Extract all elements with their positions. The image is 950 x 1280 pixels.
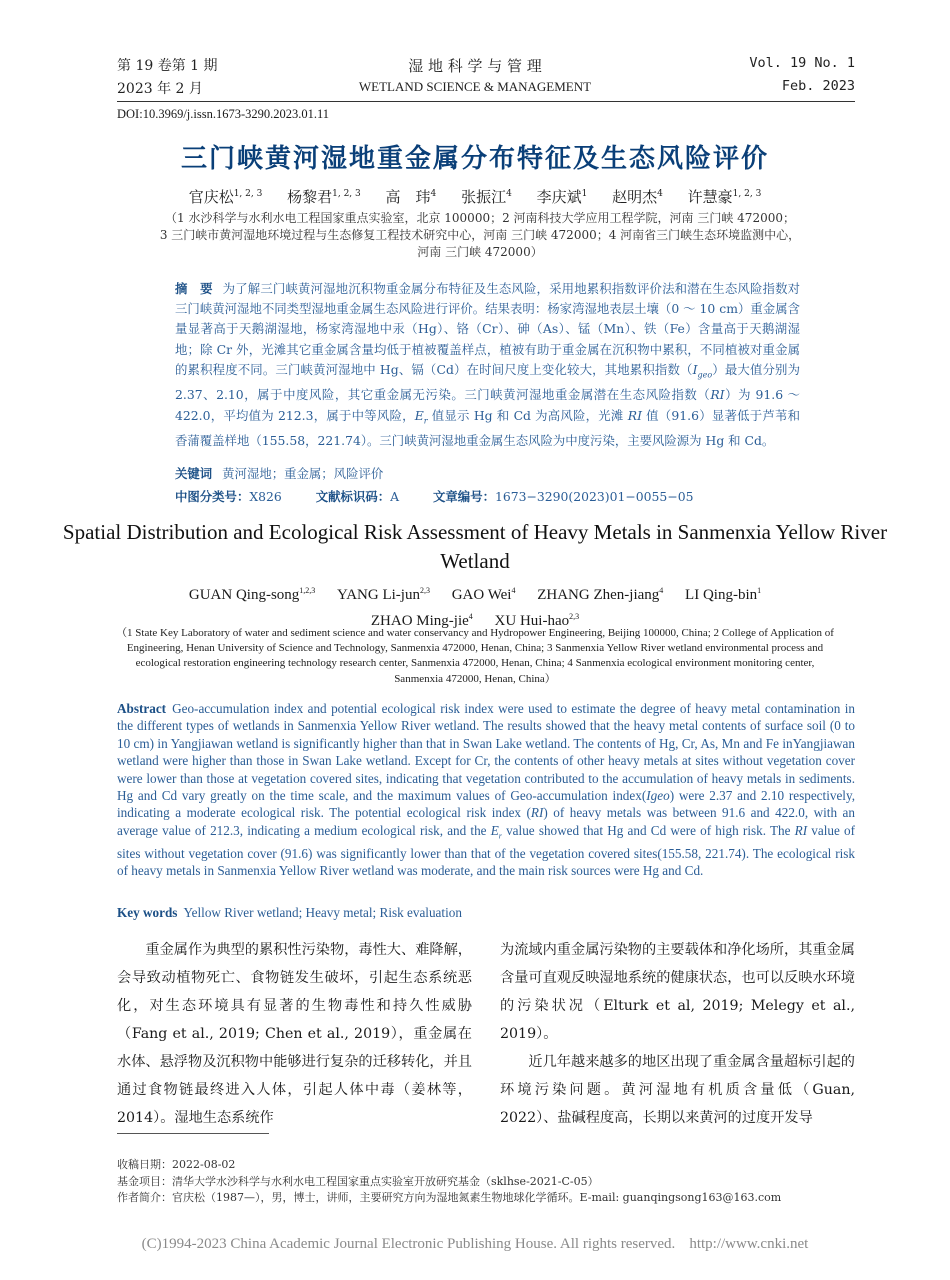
keywords-zh-label: 关键词 [175,466,213,481]
author-en: LI Qing-bin$^1$ [685,586,762,603]
author-en: YANG Li-jun$^{2,3}$ [337,586,430,603]
title-en: Spatial Distribution and Ecological Risk Assessment of Heavy Metals in Sanmenxia Yellow River Wetland [62,520,888,573]
keywords-zh: 关键词 黄河湿地；重金属；风险评价 [175,466,384,481]
abstract-zh-label: 摘 要 [175,281,213,296]
body-paragraph: 重金属作为典型的累积性污染物，毒性大、难降解，会导致动植物死亡、食物链发生破坏，引起生态系统恶化，对生态环境具有显著的生物毒性和持久性威胁（Fang et al., 2019; Chen et al., 2019），重金属在水体、悬浮物及沉积物中能够进行复杂的迁移转化，并且通过食物链最终进入人体，引起人体中毒（姜林等，2014）。湿地生态系统作 [117,942,472,1126]
body-column-left [117,936,472,1132]
author-zh: 杨黎君$^{1, 2, 3}$ [287,188,361,206]
header-date-en: Feb. 2023 [781,78,855,94]
author-en: ZHAO Ming-jie$^4$ [370,612,473,629]
author-en: ZHANG Zhen-jiang$^4$ [537,586,664,603]
affiliations-zh [110,210,850,261]
keywords-en: Key words Yellow River wetland; Heavy metal; Risk evaluation [117,905,462,920]
affiliation-line: 河南 三门峡 472000） [417,245,543,259]
affiliation-line: （1 水沙科学与水利水电工程国家重点实验室，北京 100000；2 河南科技大学应用工程学院，河南 三门峡 472000； [165,211,795,225]
author-en: XU Hui-hao$^{2,3}$ [494,612,580,629]
header-date: 2023 年 2 月 [117,81,203,97]
cnki-link[interactable]: http://www.cnki.net [689,1236,809,1252]
body-column-right [500,936,855,1132]
affiliations-en: （1 State Key Laboratory of water and sediment science and water conservancy and Hydropower Engineering, Beijing 100000, China; 2 College of Application of Engineering, Henan University of Science and Technology, Sanmenxia 472000, Henan, China; 3 Sanmenxia Yellow River wetland environmental process and ecological restoration engineering technology research center, Sanmenxia 472000, Henan, China; 4 Sanmenxia ecological environment monitoring center, Sanmenxia 472000, Henan, China） [116,627,834,685]
author-zh: 李庆斌$^1$ [536,188,588,206]
author-en: GAO Wei$^4$ [451,586,516,603]
abstract-en: Abstract Geo-accumulation index and potential ecological risk index were used to estimate the degree of heavy metal contamination in the different types of wetlands in Sanmenxia Yellow River wetland. The results showed that the heavy metal contents of surface soil (0 to 10 cm) in Yangjiawan wetland is significantly higher than that in Swan Lake wetland. The contents of Hg, Cr, As, Mn and Fe inYangjiawan wetland were higher than those in Swan Lake wetland. Except for Cr, the contents of other heavy metals at sites without vegetation cover were lower than those at vegetation covered sites, indicating that vegetation contributed to the accumulation of heavy metals in sediments. Hg and Cd vary greatly on the time scale, and the maximum values of Geo-accumulation index(Igeo) were 2.37 and 2.10 respectively, indicating a moderate ecological risk. The potential ecological risk index (RI) of heavy metals was between 91.6 and 422.0, with an average value of 212.3, indicating a medium ecological risk, and the $E_r$ value showed that Hg and Cd were of high risk. The RI value of sites without vegetation cover (91.6) was significantly lower than that of the vegetation covered sites(155.58, 221.74). The ecological risk of heavy metals in Sanmenxia Yellow River wetland was moderate, and the main risk sources were Hg and Cd. [117,701,856,879]
header-volume-issue: 第 19 卷第 1 期 [117,58,218,74]
header-journal-title-zh: 湿 地 科 学 与 管 理 [408,57,542,75]
copyright-notice: (C)1994-2023 China Academic Journal Electronic Publishing House. All rights reserved. http://www.cnki.net [141,1236,809,1252]
header-rule [117,101,855,102]
footnote-received: 收稿日期：2022-08-02 [117,1158,236,1171]
author-zh: 官庆松$^{1, 2, 3}$ [188,188,263,206]
author-zh: 高 玮$^4$ [385,188,437,206]
title-zh: 三门峡黄河湿地重金属分布特征及生态风险评价 [180,144,769,174]
author-zh: 张振江$^4$ [461,188,512,206]
footnote-rule [117,1133,269,1134]
abstract-en-label: Abstract [117,701,167,716]
author-zh: 许慧豪$^{1, 2, 3}$ [687,188,762,206]
footnote-author-bio: 作者简介：官庆松（1987—），男，博士，讲师，主要研究方向为湿地氮素生物地球化学循环。E-mail: guanqingsong163@163.com [117,1191,782,1204]
classification-line: 中图分类号：X826 文献标识码：A 文章编号：1673−3290(2023)01−0055−05 [175,489,694,504]
footnote-fund: 基金项目：清华大学水沙科学与水利水电工程国家重点实验室开放研究基金（sklhse-2021-C-05） [117,1174,599,1188]
header-journal-title-en: WETLAND SCIENCE & MANAGEMENT [358,79,592,94]
body-paragraph: 为流域内重金属污染物的主要载体和净化场所，其重金属含量可直观反映湿地系统的健康状态，也可以反映水环境的污染状况（Elturk et al, 2019; Melegy et al., 2019）。 [500,942,855,1042]
author-en: GUAN Qing-song$^{1,2,3}$ [188,586,316,603]
footnotes [117,1157,857,1207]
affiliation-line: 3 三门峡市黄河湿地环境过程与生态修复工程技术研究中心，河南 三门峡 472000；4 河南省三门峡生态环境监测中心， [159,228,801,242]
authors-zh [0,186,950,207]
authors-en [60,580,890,632]
body-paragraph: 近几年越来越多的地区出现了重金属含量超标引起的环境污染问题。黄河湿地有机质含量低（Guan, 2022）、盐碱程度高，长期以来黄河的过度开发导 [500,1054,855,1126]
author-zh: 赵明杰$^4$ [612,188,663,206]
header-volume-issue-en: Vol. 19 No. 1 [749,55,855,71]
doi: DOI:10.3969/j.issn.1673-3290.2023.01.11 [117,107,330,121]
abstract-zh: 摘 要 为了解三门峡黄河湿地沉积物重金属分布特征及生态风险，采用地累积指数评价法和潜在生态风险指数对三门峡黄河湿地不同类型湿地重金属生态风险进行评价。结果表明：杨家湾湿地表层土壤（0 ～ 10 cm）重金属含量显著高于天鹅湖湿地，杨家湾湿地中汞（Hg）、铬（Cr）、砷（As）、锰（Mn）、铁（Fe）含量高于天鹅湖湿地；除 Cr 外，光滩其它重金属含量均低于植被覆盖样点，植被有助于重金属在沉积物中累积，不同植被对重金属的累积程度不同。三门峡黄河湿地中 Hg、镉（Cd）在时间尺度上变化较大，其地累积指数$(I_{geo})$最大值分别为 2.37、2.10，属于中度风险，其它重金属无污染。三门峡黄河湿地重金属潜在生态风险指数（RI）为 91.6 ～ 422.0，平均值为 212.3，属于中等风险，$E_r$ 值显示 Hg 和 Cd 为高风险，光滩 RI 值（91.6）显著低于芦苇和香蒲覆盖样地（155.58，221.74）。三门峡黄河湿地重金属生态风险为中度污染，主要风险源为 Hg 和 Cd。 [175,281,801,449]
keywords-en-label: Key words [117,905,178,920]
